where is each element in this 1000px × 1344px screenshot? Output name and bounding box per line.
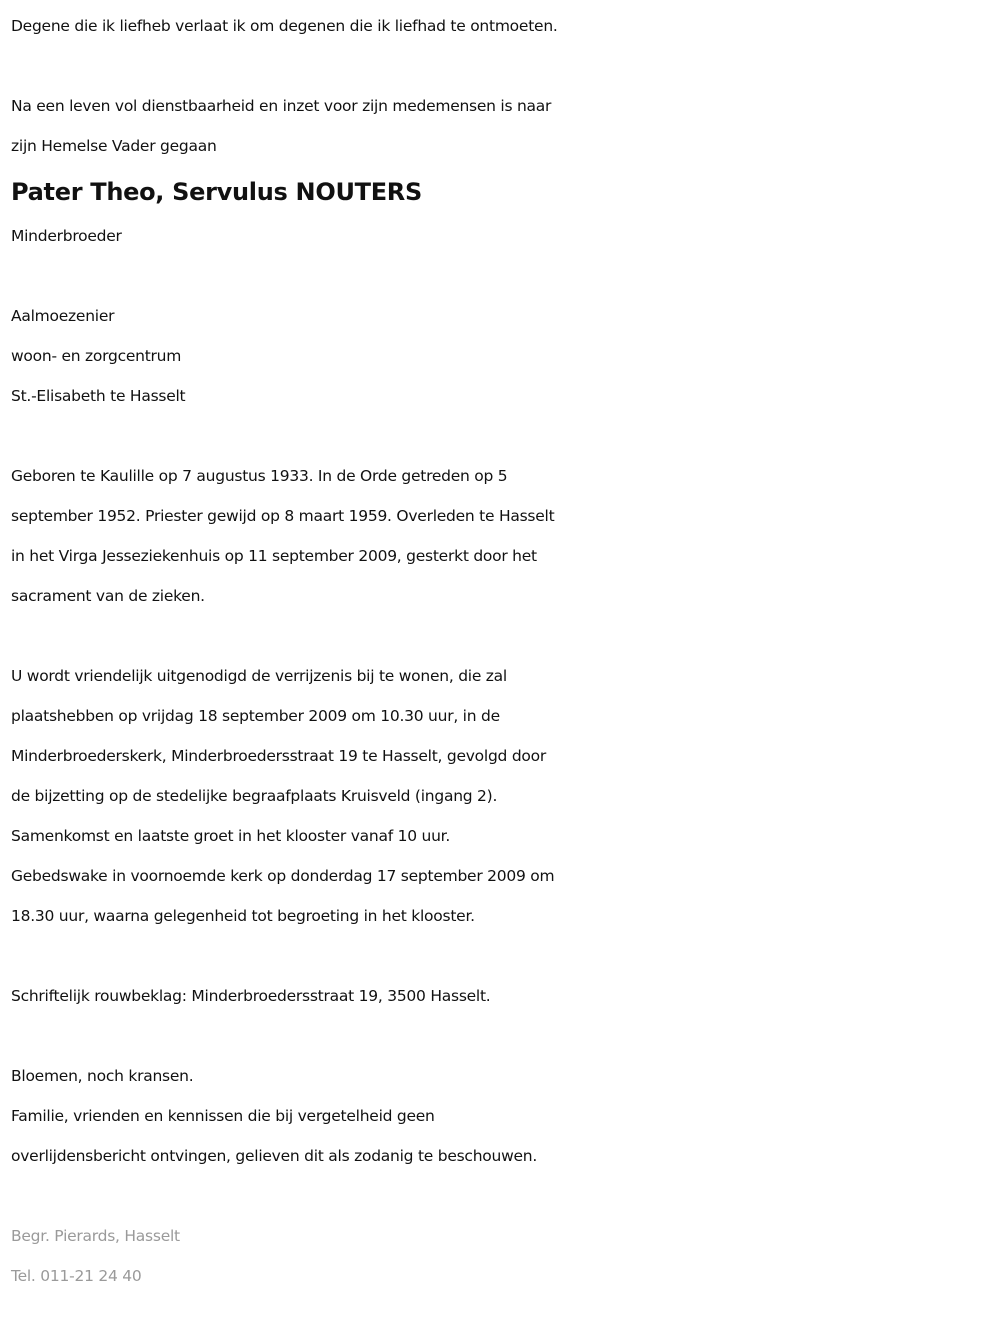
intro-quote: Degene die ik liefheb verlaat ik om degenen die ik liefhad te ontmoeten. (11, 17, 558, 35)
funeral-home-name: Begr. Pierards, Hasselt (11, 1227, 180, 1245)
ceremony (11, 656, 991, 936)
biography-line: in het Virga Jesseziekenhuis op 11 september 2009, gesterkt door het (11, 547, 537, 565)
closing-line: Familie, vrienden en kennissen die bij vergetelheid geen (11, 1107, 435, 1125)
biography-line: sacrament van de zieken. (11, 587, 205, 605)
funeral-home-phone: Tel. 011-21 24 40 (11, 1267, 142, 1285)
closing-line: overlijdensbericht ontvingen, gelieven dit als zodanig te beschouwen. (11, 1147, 538, 1165)
closing-line: Bloemen, noch kransen. (11, 1067, 194, 1085)
obituary-document (11, 6, 991, 1296)
spacer (11, 416, 991, 456)
condolences-address: Schriftelijk rouwbeklag: Minderbroedersstraat 19, 3500 Hasselt. (11, 987, 491, 1005)
biography (11, 456, 991, 616)
announcement (11, 86, 991, 166)
funeral-home (11, 1216, 991, 1296)
ceremony-line: Samenkomst en laatste groet in het klooster vanaf 10 uur. (11, 827, 451, 845)
deceased-name: Pater Theo, Servulus NOUTERS (11, 178, 422, 206)
ceremony-line: 18.30 uur, waarna gelegenheid tot begroeting in het klooster. (11, 907, 475, 925)
spacer (11, 1016, 991, 1056)
biography-line: Geboren te Kaulille op 7 augustus 1933. In de Orde getreden op 5 (11, 467, 508, 485)
ceremony-line: Minderbroederskerk, Minderbroedersstraat 19 te Hasselt, gevolgd door (11, 747, 547, 765)
biography-line: september 1952. Priester gewijd op 8 maart 1959. Overleden te Hasselt (11, 507, 555, 525)
role-line: St.-Elisabeth te Hasselt (11, 387, 186, 405)
ceremony-line: de bijzetting op de stedelijke begraafplaats Kruisveld (ingang 2). (11, 787, 498, 805)
spacer (11, 46, 991, 86)
spacer (11, 616, 991, 656)
ceremony-line: Gebedswake in voornoemde kerk op donderdag 17 september 2009 om (11, 867, 555, 885)
ceremony-line: U wordt vriendelijk uitgenodigd de verrijzenis bij te wonen, die zal (11, 667, 507, 685)
spacer (11, 1176, 991, 1216)
role-block (11, 296, 991, 416)
closing (11, 1056, 991, 1176)
spacer (11, 936, 991, 976)
role-line: woon- en zorgcentrum (11, 347, 182, 365)
role-line: Aalmoezenier (11, 307, 115, 325)
announcement-line: zijn Hemelse Vader gegaan (11, 137, 217, 155)
ceremony-line: plaatshebben op vrijdag 18 september 2009 om 10.30 uur, in de (11, 707, 500, 725)
spacer (11, 256, 991, 296)
announcement-line: Na een leven vol dienstbaarheid en inzet voor zijn medemensen is naar (11, 97, 552, 115)
deceased-title: Minderbroeder (11, 227, 122, 245)
